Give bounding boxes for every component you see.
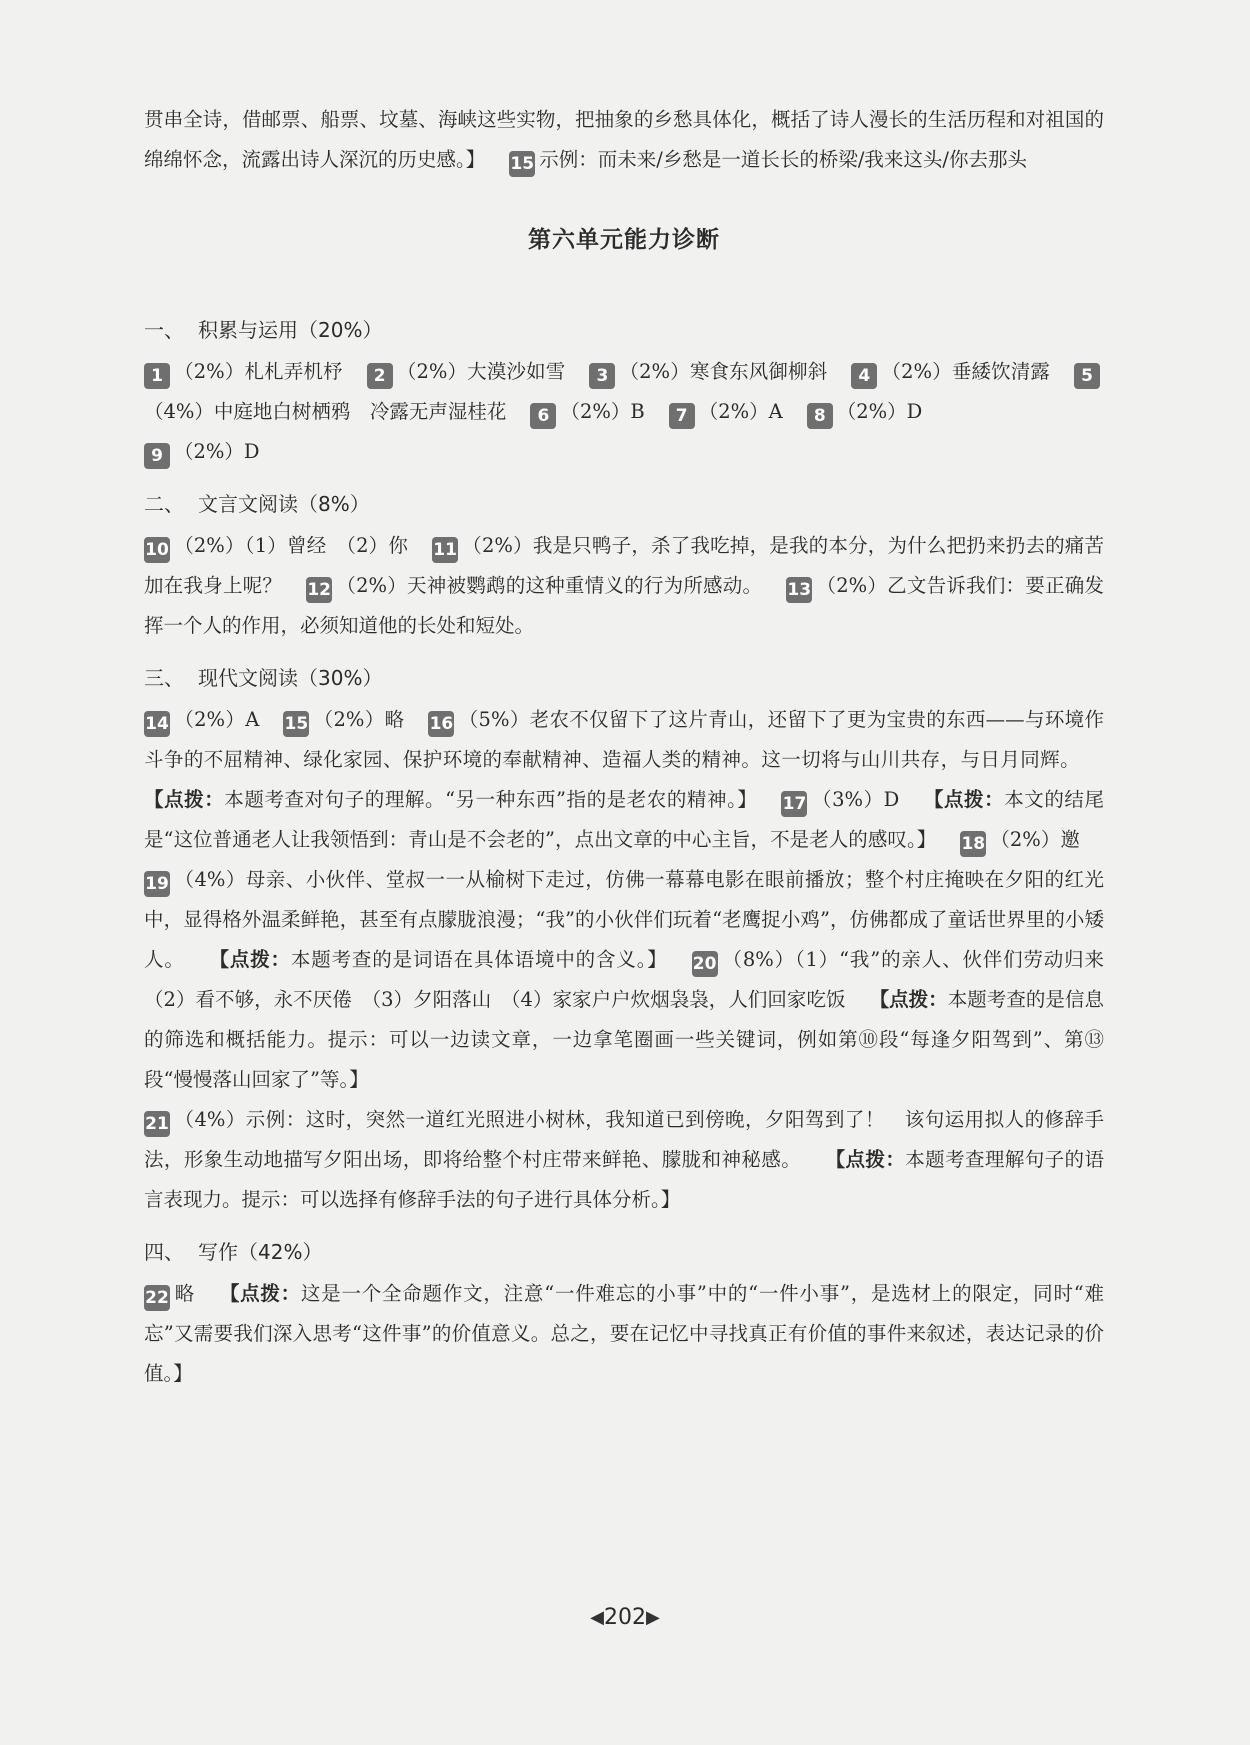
- tip-text: 这是一个全命题作文，注意“一件难忘的小事”中的“一件小事”，是选材上的限定，同时“难忘”又需要我们深入思考“这件事”的价值意义。总之，要在记忆中寻找真正有价值的事件来叙述，表达记录的价值。】: [144, 1282, 1104, 1385]
- tip-text: 本题考查的是信息的筛选和概括能力。提示：可以一边读文章，一边拿笔圈画一些关键词，例如第⑩段“每逢夕阳驾到”、第⑬段“慢慢落山回家了”等。】: [144, 988, 1104, 1091]
- section-4-answers: 22 略 【点拨：这是一个全命题作文，注意“一件难忘的小事”中的“一件小事”，是选材上的限定，同时“难忘”又需要我们深入思考“这件事”的价值意义。总之，要在记忆中寻找真正有价值的事件来叙述，表达记录的价值。】: [144, 1282, 1104, 1385]
- section-2-answers: 10 （2%）（1）曾经 （2）你 11 （2%）我是只鸭子，杀了我吃掉，是我的本分，为什么把扔来扔去的痛苦加在我身上呢？ 12 （2%）天神被鹦鹉的这种重情义的行为所感动。 13 （2%）乙文告诉我们：要正确发挥一个人的作用，必须知道他的长处和短处。: [144, 534, 1105, 637]
- question-number-badge: 13: [786, 577, 812, 603]
- left-triangle-icon: ◀: [590, 1607, 604, 1628]
- unit-title: 第六单元能力诊断: [528, 227, 720, 253]
- intro-paragraph: [144, 100, 1104, 180]
- question-number-badge: 4: [851, 363, 877, 389]
- question-number-badge: 2: [367, 363, 393, 389]
- section-heading: 二、 文言文阅读（8%）: [144, 492, 370, 516]
- question-number-badge: 18: [960, 831, 986, 857]
- question-number-badge: 5: [1074, 363, 1100, 389]
- question-number-badge: 6: [530, 403, 556, 429]
- tip-label: 【点拨：: [869, 988, 948, 1011]
- tip-text: 本题考查对句子的理解。“另一种东西”指的是老农的精神。】: [224, 788, 758, 811]
- tip-label: 【点拨：: [208, 948, 291, 971]
- question-number-badge: 15: [509, 151, 535, 177]
- tip-label: 【点拨：: [825, 1148, 906, 1171]
- section-1-answers: 1 （2%）札札弄机杼 2 （2%）大漠沙如雪 3 （2%）寒食东风御柳斜 4 （2%）垂緌饮清露 5（4%）中庭地白树栖鸦 冷露无声湿桂花 6 （2%）B 7 （2%）A 8 （2%）D 9 （2%）D: [144, 352, 1104, 472]
- page-footer: [0, 1605, 1250, 1630]
- section-3-answers: 14 （2%）A 15 （2%）略 16 （5%）老农不仅留下了这片青山，还留下了更为宝贵的东西——与环境作斗争的不屈精神、绿化家园、保护环境的奉献精神、造福人类的精神。这一切将与山川共存，与日月同辉。【点拨：本题考查对句子的理解。“另一种东西”指的是老农的精神。】 17 （3%）D 【点拨：本文的结尾是“这位普通老人让我领悟到：青山是不会老的”，点出文章的中心主旨，不是老人的感叹。】 18 （2%）邀19 （4%）母亲、小伙伴、堂叔一一从榆树下走过，仿佛一幕幕电影在眼前播放；整个村庄掩映在夕阳的红光中，显得格外温柔鲜艳，甚至有点朦胧浪漫；“我”的小伙伴们玩着“老鹰捉小鸡”，仿佛都成了童话世界里的小矮人。 【点拨：本题考查的是词语在具体语境中的含义。】 20 （8%）（1）“我”的亲人、伙伴们劳动归来 （2）看不够，永不厌倦 （3）夕阳落山 （4）家家户户炊烟袅袅，人们回家吃饭 【点拨：本题考查的是信息的筛选和概括能力。提示：可以一边读文章，一边拿笔圈画一些关键词，例如第⑩段“每逢夕阳驾到”、第⑬段“慢慢落山回家了”等。】 21 （4%）示例：这时，突然一道红光照进小树林，我知道已到傍晚，夕阳驾到了！ 该句运用拟人的修辞手法，形象生动地描写夕阳出场，即将给整个村庄带来鲜艳、朦胧和神秘感。 【点拨：本题考查理解句子的语言表现力。提示：可以选择有修辞手法的句子进行具体分析。】: [144, 708, 1124, 1211]
- tip-label: 【点拨：: [923, 788, 1005, 811]
- tip-text: 本题考查的是词语在具体语境中的含义。】: [290, 948, 668, 971]
- question-number-badge: 1: [144, 363, 170, 389]
- question-number-badge: 14: [144, 711, 170, 737]
- question-number-badge: 16: [428, 711, 454, 737]
- tip-text: 本文的结尾是“这位普通老人让我领悟到：青山是不会老的”，点出文章的中心主旨，不是老人的感叹。】: [144, 788, 1104, 851]
- question-number-badge: 22: [144, 1285, 170, 1311]
- question-number-badge: 21: [144, 1111, 170, 1137]
- question-number-badge: 10: [144, 537, 170, 563]
- question-number-badge: 19: [144, 871, 170, 897]
- right-triangle-icon: ▶: [646, 1607, 660, 1628]
- question-number-badge: 3: [589, 363, 615, 389]
- tip-label: 【点拨：: [144, 788, 225, 811]
- intro-text: 贯串全诗，借邮票、船票、坟墓、海峡这些实物，把抽象的乡愁具体化，概括了诗人漫长的生活历程和对祖国的绵绵怀念，流露出诗人深沉的历史感。】: [144, 108, 1104, 171]
- question-number-badge: 20: [692, 951, 718, 977]
- question-number-badge: 11: [432, 537, 458, 563]
- question-number-badge: 17: [781, 791, 807, 817]
- question-number-badge: 8: [807, 403, 833, 429]
- question-number-badge: 9: [144, 443, 170, 469]
- page-number: 202: [604, 1605, 646, 1630]
- tip-label: 【点拨：: [219, 1282, 301, 1305]
- section-heading: 一、 积累与运用（20%）: [144, 318, 383, 342]
- question-number-badge: 7: [669, 403, 695, 429]
- section-heading: 三、 现代文阅读（30%）: [144, 666, 383, 690]
- intro-q15-answer: 示例：而未来/乡愁是一道长长的桥梁/我来这头/你去那头: [539, 148, 1027, 171]
- question-number-badge: 12: [306, 577, 332, 603]
- question-number-badge: 15: [283, 711, 309, 737]
- tip-text: 本题考查理解句子的语言表现力。提示：可以选择有修辞手法的句子进行具体分析。】: [144, 1148, 1104, 1211]
- page-content: [144, 100, 1124, 1394]
- section-heading: 四、 写作（42%）: [144, 1240, 323, 1264]
